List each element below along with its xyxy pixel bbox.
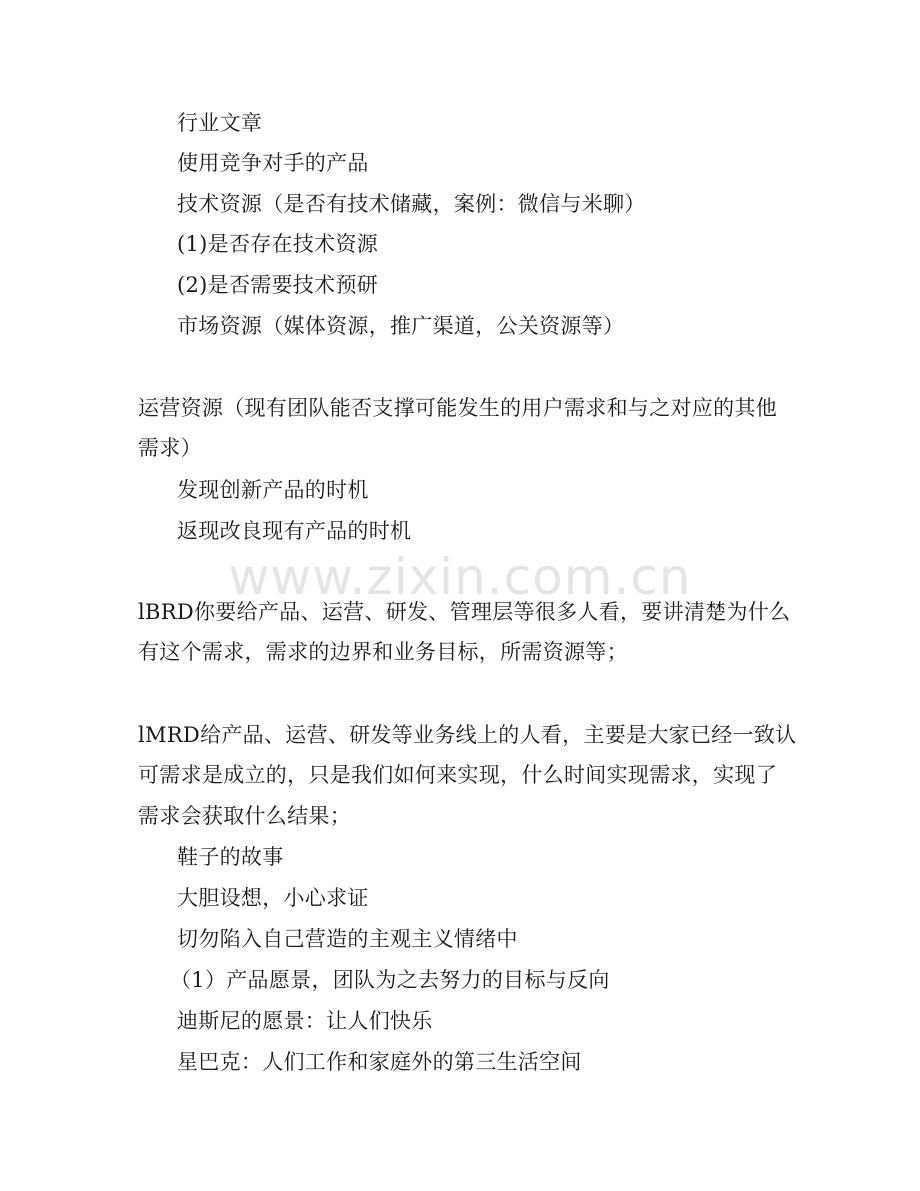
text-line: 有这个需求，需求的边界和业务目标，所需资源等； xyxy=(138,640,628,664)
text-line: 需求会获取什么结果； xyxy=(138,804,351,828)
text-line: 发现创新产品的时机 xyxy=(177,478,369,502)
text-line: 大胆设想，小心求证 xyxy=(177,886,369,910)
text-line: 可需求是成立的，只是我们如何来实现，什么时间实现需求，实现了 xyxy=(138,763,777,787)
text-line: 星巴克：人们工作和家庭外的第三生活空间 xyxy=(177,1050,582,1074)
text-line: 切勿陷入自己营造的主观主义情绪中 xyxy=(177,927,518,951)
text-line: (1)是否存在技术资源 xyxy=(177,232,379,256)
text-line: 技术资源（是否有技术储藏，案例：微信与米聊） xyxy=(177,192,646,216)
text-line: 行业文章 xyxy=(177,111,263,135)
text-line: lMRD给产品、运营、研发等业务线上的人看，主要是大家已经一致认 xyxy=(138,723,797,747)
text-line: 鞋子的故事 xyxy=(177,845,284,869)
text-line: 返现改良现有产品的时机 xyxy=(177,519,412,543)
watermark: www.zixin.com.cn xyxy=(228,548,692,606)
text-line: 运营资源（现有团队能否支撑可能发生的用户需求和与之对应的其他 xyxy=(138,396,777,420)
text-line: 迪斯尼的愿景：让人们快乐 xyxy=(177,1009,433,1033)
text-line: lBRD你要给产品、运营、研发、管理层等很多人看，要讲清楚为什么 xyxy=(138,600,791,624)
text-line: 需求） xyxy=(138,436,202,460)
text-line: （1）产品愿景，团队为之去努力的目标与反向 xyxy=(170,968,610,992)
text-line: (2)是否需要技术预研 xyxy=(177,273,379,297)
text-line: 使用竞争对手的产品 xyxy=(177,151,369,175)
text-line: 市场资源（媒体资源，推广渠道，公关资源等） xyxy=(177,314,625,338)
